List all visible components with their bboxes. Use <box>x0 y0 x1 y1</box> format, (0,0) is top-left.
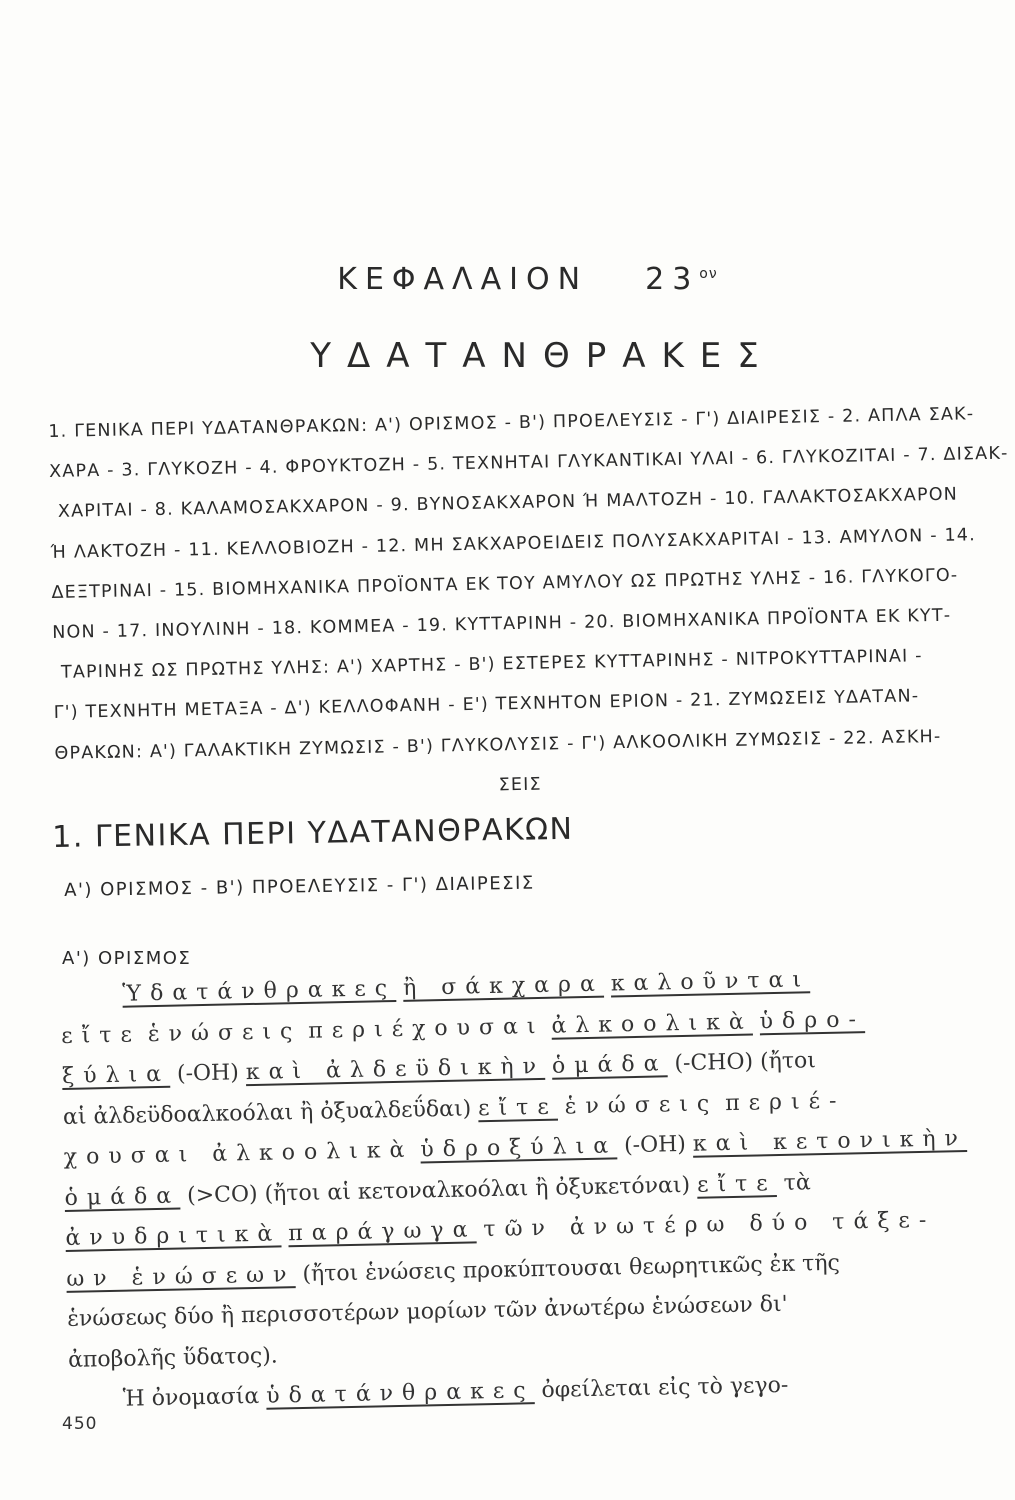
section-heading: 1. ΓΕΝΙΚΑ ΠΕΡΙ ΥΔΑΤΑΝΘΡΑΚΩΝ <box>52 811 574 855</box>
chapter-contents <box>48 394 1009 814</box>
handwritten-line: Ἡ ὀνομασία ὑδατάνθρακες ὀφείλεται εἰς τὸ γεγο- <box>122 1372 789 1412</box>
handwritten-line: ξύλια (-ΟΗ) καὶ ἀλδεϋδικὴν ὁμάδα (-CHO) (ἤτοι <box>61 1048 817 1089</box>
handwritten-line: εἴτε ἑνώσεις περιέχουσαι ἀλκοολικὰ ὑδρο- <box>60 1006 866 1049</box>
page-number: 450 <box>62 1414 98 1434</box>
handwritten-line: ων ἑνώσεων (ἤτοι ἑνώσεις προκύπτουσαι θεωρητικῶς ἐκ τῆς <box>66 1250 841 1292</box>
handwritten-line: ὁμάδα (>CO) (ἤτοι αἱ κετοναλκοόλαι ἢ ὀξυκετόναι) εἴτε τὰ <box>64 1169 811 1211</box>
handwritten-line: ἀποβολῆς ὕδατος). <box>67 1343 279 1373</box>
toc-line: Γ') ΤΕΧΝΗΤΗ ΜΕΤΑΞΑ - Δ') ΚΕΛΛΟΦΑΝΗ - Ε') ΤΕΧΝΗΤΟΝ ΕΡΙΟΝ - 21. ΖΥΜΩΣΕΙΣ ΥΔΑΤΑΝ- <box>53 686 920 724</box>
handwritten-line: αἱ ἀλδεϋδοαλκοόλαι ἢ ὀξυαλδεΰδαι) εἴτε ἑνώσεις περιέ- <box>62 1088 846 1130</box>
toc-line: ΝΟΝ - 17. ΙΝΟΥΛΙΝΗ - 18. ΚΟΜΜΕΑ - 19. ΚΥΤΤΑΡΙΝΗ - 20. ΒΙΟΜΗΧΑΝΙΚΑ ΠΡΟΪΟΝΤΑ ΕΚ ΚΥΤ- <box>52 605 952 643</box>
handwritten-definition <box>60 957 989 1422</box>
toc-line: Ή ΛΑΚΤΟΖΗ - 11. ΚΕΛΛΟΒΙΟΖΗ - 12. ΜΗ ΣΑΚΧΑΡΟΕΙΔΕΙΣ ΠΟΛΥΣΑΚΧΑΡΙΤΑΙ - 13. ΑΜΥΛΟΝ - 14. <box>50 524 977 563</box>
toc-line: 1. ΓΕΝΙΚΑ ΠΕΡΙ ΥΔΑΤΑΝΘΡΑΚΩΝ: Α') ΟΡΙΣΜΟΣ - Β') ΠΡΟΕΛΕΥΣΙΣ - Γ') ΔΙΑΙΡΕΣΙΣ - 2. ΑΠΛΑ ΣΑΚ- <box>48 404 975 442</box>
toc-line: ΣΕΙΣ <box>498 774 542 796</box>
handwritten-line: Ὑδατάνθρακες ἢ σάκχαρα καλοῦνται <box>122 967 811 1007</box>
toc-line: ΘΡΑΚΩΝ: Α') ΓΑΛΑΚΤΙΚΗ ΖΥΜΩΣΙΣ - Β') ΓΛΥΚΟΛΥΣΙΣ - Γ') ΑΛΚΟΟΛΙΚΗ ΖΥΜΩΣΙΣ - 22. ΑΣΚΗ- <box>54 726 942 764</box>
handwritten-line: ἑνώσεως δύο ἢ περισσοτέρων μορίων τῶν ἀνωτέρω ἑνώσεων δι' <box>66 1291 788 1332</box>
toc-line: ΧΑΡΑ - 3. ΓΛΥΚΟΖΗ - 4. ΦΡΟΥΚΤΟΖΗ - 5. ΤΕΧΝΗΤΑΙ ΓΛΥΚΑΝΤΙΚΑΙ ΥΛΑΙ - 6. ΓΛΥΚΟΖΙΤΑΙ - 7. ΔΙΣΑΚ- <box>48 443 1009 483</box>
chapter-title <box>0 262 1015 297</box>
handwritten-line: χουσαι ἀλκοολικὰ ὑδροξύλια (-ΟΗ) καὶ κετονικὴν <box>63 1126 968 1170</box>
chapter-number-suffix: ον <box>699 266 718 282</box>
chapter-number: 23 <box>645 262 700 297</box>
toc-line: ΧΑΡΙΤΑΙ - 8. ΚΑΛΑΜΟΣΑΚΧΑΡΟΝ - 9. ΒΥΝΟΣΑΚΧΑΡΟΝ Ή ΜΑΛΤΟΖΗ - 10. ΓΑΛΑΚΤΟΣΑΚΧΑΡΟΝ <box>57 484 959 523</box>
section-subheading: Α') ΟΡΙΣΜΟΣ - Β') ΠΡΟΕΛΕΥΣΙΣ - Γ') ΔΙΑΙΡΕΣΙΣ <box>64 872 535 901</box>
definition-heading: Α') ΟΡΙΣΜΟΣ <box>62 948 192 969</box>
toc-line: ΤΑΡΙΝΗΣ ΩΣ ΠΡΩΤΗΣ ΥΛΗΣ: Α') ΧΑΡΤΗΣ - Β') ΕΣΤΕΡΕΣ ΚΥΤΤΑΡΙΝΗΣ - ΝΙΤΡΟΚΥΤΤΑΡΙΝΑΙ - <box>60 646 923 684</box>
toc-line: ΔΕΞΤΡΙΝΑΙ - 15. ΒΙΟΜΗΧΑΝΙΚΑ ΠΡΟΪΟΝΤΑ ΕΚ ΤΟΥ ΑΜΥΛΟΥ ΩΣ ΠΡΩΤΗΣ ΥΛΗΣ - 16. ΓΛΥΚΟΓΟ- <box>51 565 959 603</box>
chapter-label: ΚΕΦΑΛΑΙΟΝ <box>337 262 589 297</box>
handwritten-line: ἀνυδριτικὰ παράγωγα τῶν ἀνωτέρω δύο τάξε- <box>65 1207 936 1251</box>
chapter-subtitle: ΥΔΑΤΑΝΘΡΑΚΕΣ <box>310 336 775 376</box>
